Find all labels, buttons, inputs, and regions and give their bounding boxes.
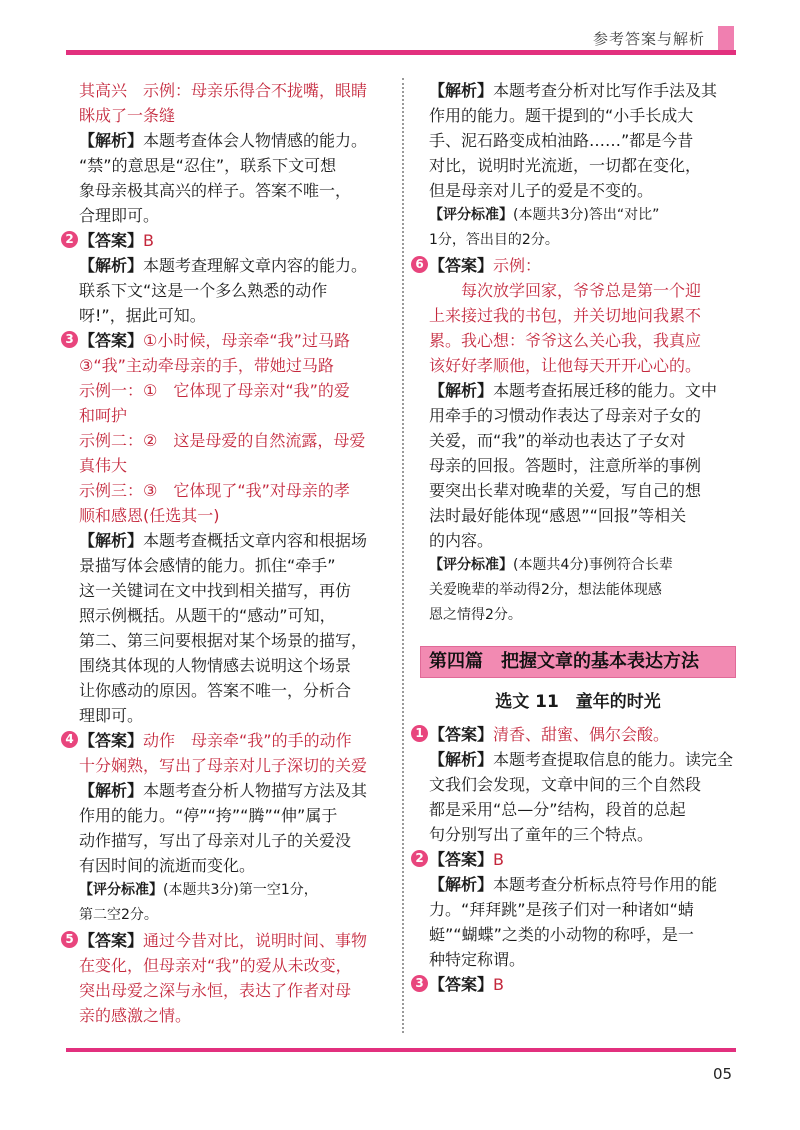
answer-text: 十分娴熟，写出了母亲对儿子深切的关爱	[79, 756, 368, 775]
bracket-label: 【解析】	[429, 875, 494, 894]
header-title: 参考答案与解析	[593, 30, 706, 48]
bracket-label: 【解析】	[429, 81, 494, 100]
body-text: 本题考查分析人物描写方法及其	[143, 781, 368, 800]
answer-text: 真伟大	[79, 456, 128, 475]
body-text: 呀!”，据此可知。	[79, 306, 206, 325]
text-line	[70, 703, 394, 728]
text-line	[70, 178, 394, 203]
text-line	[420, 178, 736, 203]
answer-text: 该好好孝顺他，让他每天开开心心的。	[429, 356, 702, 375]
bracket-label: 【解析】	[429, 381, 494, 400]
body-text: 象母亲极其高兴的样子。答案不唯一，	[79, 181, 352, 200]
text-line	[70, 578, 394, 603]
body-text: 本题考查概括文章内容和根据场	[143, 531, 368, 550]
body-text: 本题考查分析对比写作手法及其	[493, 81, 718, 100]
body-text: 本题考查理解文章内容的能力。	[143, 256, 368, 275]
body-text: 照示例概括。从题干的“感动”可知，	[79, 606, 336, 625]
question-number-badge: 3	[61, 331, 78, 348]
text-line	[70, 128, 394, 153]
text-line	[420, 578, 736, 603]
text-line	[415, 253, 736, 278]
body-text: 动作描写，写出了母亲对儿子的关爱没	[79, 831, 352, 850]
body-text: 联系下文“这是一个多么熟悉的动作	[79, 281, 328, 300]
question-number-badge: 3	[411, 975, 428, 992]
text-line	[70, 603, 394, 628]
body-text: (本题共3分)第一空1分，	[163, 882, 318, 898]
body-text: 手、泥石路变成柏油路……”都是今昔	[429, 131, 694, 150]
text-line	[70, 878, 394, 903]
text-line	[420, 303, 736, 328]
text-line	[420, 872, 736, 897]
bracket-label: 【评分标准】	[429, 557, 513, 573]
text-line	[70, 403, 394, 428]
right-bottom-block	[415, 722, 736, 997]
answer-text: 示例：	[493, 256, 542, 275]
text-line	[420, 403, 736, 428]
body-text: 对比，说明时光流逝，一切都在变化，	[429, 156, 702, 175]
text-line	[420, 153, 736, 178]
question-number-badge: 4	[61, 731, 78, 748]
bracket-label: 【答案】	[79, 231, 144, 250]
body-text: 第二、第三问要根据对某个场景的描写，	[79, 631, 368, 650]
body-text: 关爱晚辈的举动得2分，想法能体现感	[429, 582, 662, 598]
text-line	[70, 853, 394, 878]
answer-text: 清香、甜蜜、偶尔会酸。	[493, 725, 670, 744]
text-line	[420, 553, 736, 578]
question-number-badge: 6	[411, 256, 428, 273]
body-text: 景描写体会感情的能力。抓住“牵手”	[79, 556, 336, 575]
text-line	[70, 553, 394, 578]
answer-text: ③“我”主动牵母亲的手，带她过马路	[79, 356, 334, 375]
text-line	[415, 722, 736, 747]
column-divider	[402, 78, 404, 1033]
question-number-badge: 1	[411, 725, 428, 742]
bracket-label: 【答案】	[79, 731, 144, 750]
body-text: 这一关键词在文中找到相关描写，再仿	[79, 581, 352, 600]
text-line	[420, 603, 736, 628]
answer-text: 亲的感激之情。	[79, 1006, 192, 1025]
body-text: 都是采用“总—分”结构，段首的总起	[429, 800, 686, 819]
header-rule	[66, 50, 736, 55]
bracket-label: 【评分标准】	[79, 882, 163, 898]
text-line	[420, 278, 736, 303]
text-line	[420, 78, 736, 103]
body-text: 本题考查体会人物情感的能力。	[143, 131, 368, 150]
text-line	[70, 778, 394, 803]
text-line	[65, 928, 394, 953]
text-line	[420, 453, 736, 478]
body-text: 恩之情得2分。	[429, 607, 522, 623]
text-line	[420, 503, 736, 528]
text-line	[70, 353, 394, 378]
answer-text: 和呵护	[79, 406, 128, 425]
bracket-label: 【评分标准】	[429, 207, 513, 223]
answer-text: 示例二：② 这是母爱的自然流露，母爱	[79, 431, 366, 450]
text-line	[70, 203, 394, 228]
text-line	[65, 728, 394, 753]
text-line	[420, 797, 736, 822]
footer-rule	[66, 1048, 736, 1052]
answer-text: ①小时候，母亲牵“我”过马路	[143, 331, 350, 350]
answer-text: 累。我心想：爷爷这么关心我，我真应	[429, 331, 702, 350]
text-line	[420, 772, 736, 797]
bracket-label: 【解析】	[79, 531, 144, 550]
bracket-label: 【解析】	[429, 750, 494, 769]
right-top-block	[415, 78, 736, 628]
body-text: (本题共4分)事例符合长辈	[513, 557, 673, 573]
bracket-label: 【答案】	[429, 725, 494, 744]
text-line	[70, 678, 394, 703]
bracket-label: 【解析】	[79, 781, 144, 800]
text-line	[420, 203, 736, 228]
text-line	[420, 328, 736, 353]
body-text: 作用的能力。题干提到的“小手长成大	[429, 106, 694, 125]
bracket-label: 【解析】	[79, 256, 144, 275]
answer-text: 每次放学回家，爷爷总是第一个迎	[461, 281, 702, 300]
body-text: 种特定称谓。	[429, 950, 526, 969]
text-line	[65, 228, 394, 253]
body-text: 用牵手的习惯动作表达了母亲对子女的	[429, 406, 702, 425]
body-text: (本题共3分)答出“对比”	[513, 207, 660, 223]
answer-text: 上来接过我的书包，并关切地问我累不	[429, 306, 702, 325]
text-line	[70, 453, 394, 478]
bracket-label: 【答案】	[429, 256, 494, 275]
body-text: 理即可。	[79, 706, 144, 725]
text-line	[420, 897, 736, 922]
body-text: 围绕其体现的人物情感去说明这个场景	[79, 656, 352, 675]
question-number-badge: 2	[411, 850, 428, 867]
text-line	[420, 747, 736, 772]
answer-text: 动作 母亲牵“我”的手的动作	[143, 731, 352, 750]
body-text: 合理即可。	[79, 206, 160, 225]
text-line	[70, 953, 394, 978]
body-text: 力。“拜拜跳”是孩子们对一种诸如“蜻	[429, 900, 694, 919]
answer-text: B	[493, 850, 504, 869]
body-text: 要突出长辈对晚辈的关爱，写自己的想	[429, 481, 702, 500]
answer-text: 顺和感恩(任选其一)	[79, 506, 220, 525]
text-line	[70, 803, 394, 828]
section-heading: 第四篇 把握文章的基本表达方法	[420, 646, 736, 678]
body-text: 本题考查分析标点符号作用的能	[493, 875, 718, 894]
text-line	[70, 753, 394, 778]
answer-text: B	[143, 231, 154, 250]
text-line	[70, 153, 394, 178]
body-text: 本题考查拓展迁移的能力。文中	[493, 381, 718, 400]
body-text: 的内容。	[429, 531, 494, 550]
body-text: 本题考查提取信息的能力。读完全	[493, 750, 734, 769]
text-line	[420, 478, 736, 503]
answer-text: 其高兴 示例：母亲乐得合不拢嘴，眼睛	[79, 81, 368, 100]
bracket-label: 【解析】	[79, 131, 144, 150]
text-line	[420, 228, 736, 253]
text-line	[70, 828, 394, 853]
header-tab-decoration	[718, 26, 734, 53]
text-line	[70, 378, 394, 403]
text-line	[70, 78, 394, 103]
text-line	[70, 503, 394, 528]
answer-text: 突出母爱之深与永恒，表达了作者对母	[79, 981, 352, 1000]
text-line	[420, 528, 736, 553]
page-number: 05	[713, 1065, 733, 1083]
answer-text: 示例一：① 它体现了母亲对“我”的爱	[79, 381, 350, 400]
body-text: “禁”的意思是“忍住”，联系下文可想	[79, 156, 337, 175]
body-text: 第二空2分。	[79, 907, 158, 923]
text-line	[70, 303, 394, 328]
text-line	[65, 328, 394, 353]
text-line	[420, 947, 736, 972]
article-title: 选文 11 童年的时光	[495, 692, 661, 712]
body-text: 文我们会发现，文章中间的三个自然段	[429, 775, 702, 794]
body-text: 母亲的回报。答题时，注意所举的事例	[429, 456, 702, 475]
left-column	[65, 78, 394, 1028]
right-column	[415, 78, 736, 997]
body-text: 法时最好能体现“感恩”“回报”等相关	[429, 506, 687, 525]
text-line	[70, 428, 394, 453]
text-line	[420, 922, 736, 947]
text-line	[70, 103, 394, 128]
text-line	[420, 822, 736, 847]
text-line	[70, 1003, 394, 1028]
text-line	[70, 903, 394, 928]
bracket-label: 【答案】	[429, 975, 494, 994]
body-text: 但是母亲对儿子的爱是不变的。	[429, 181, 654, 200]
text-line	[70, 253, 394, 278]
body-text: 1分，答出目的2分。	[429, 232, 559, 248]
question-number-badge: 5	[61, 931, 78, 948]
body-text: 句分别写出了童年的三个特点。	[429, 825, 654, 844]
text-line	[70, 628, 394, 653]
text-line	[70, 528, 394, 553]
text-line	[70, 478, 394, 503]
answer-text: 眯成了一条缝	[79, 106, 176, 125]
bracket-label: 【答案】	[79, 931, 144, 950]
text-line	[70, 653, 394, 678]
text-line	[70, 978, 394, 1003]
body-text: 作用的能力。“停”“挎”“腾”“伸”属于	[79, 806, 338, 825]
answer-text: 通过今昔对比，说明时间、事物	[143, 931, 368, 950]
text-line	[420, 103, 736, 128]
text-line	[415, 972, 736, 997]
text-line	[420, 428, 736, 453]
text-line	[415, 847, 736, 872]
bracket-label: 【答案】	[429, 850, 494, 869]
question-number-badge: 2	[61, 231, 78, 248]
text-line	[420, 378, 736, 403]
body-text: 让你感动的原因。答案不唯一，分析合	[79, 681, 352, 700]
answer-text: B	[493, 975, 504, 994]
answer-text: 在变化，但母亲对“我”的爱从未改变，	[79, 956, 352, 975]
body-text: 有因时间的流逝而变化。	[79, 856, 256, 875]
answer-text: 示例三：③ 它体现了“我”对母亲的孝	[79, 481, 350, 500]
bracket-label: 【答案】	[79, 331, 144, 350]
text-line	[70, 278, 394, 303]
body-text: 蜓”“蝴蝶”之类的小动物的称呼，是一	[429, 925, 694, 944]
body-text: 关爱，而“我”的举动也表达了子女对	[429, 431, 686, 450]
text-line	[420, 353, 736, 378]
text-line	[420, 128, 736, 153]
